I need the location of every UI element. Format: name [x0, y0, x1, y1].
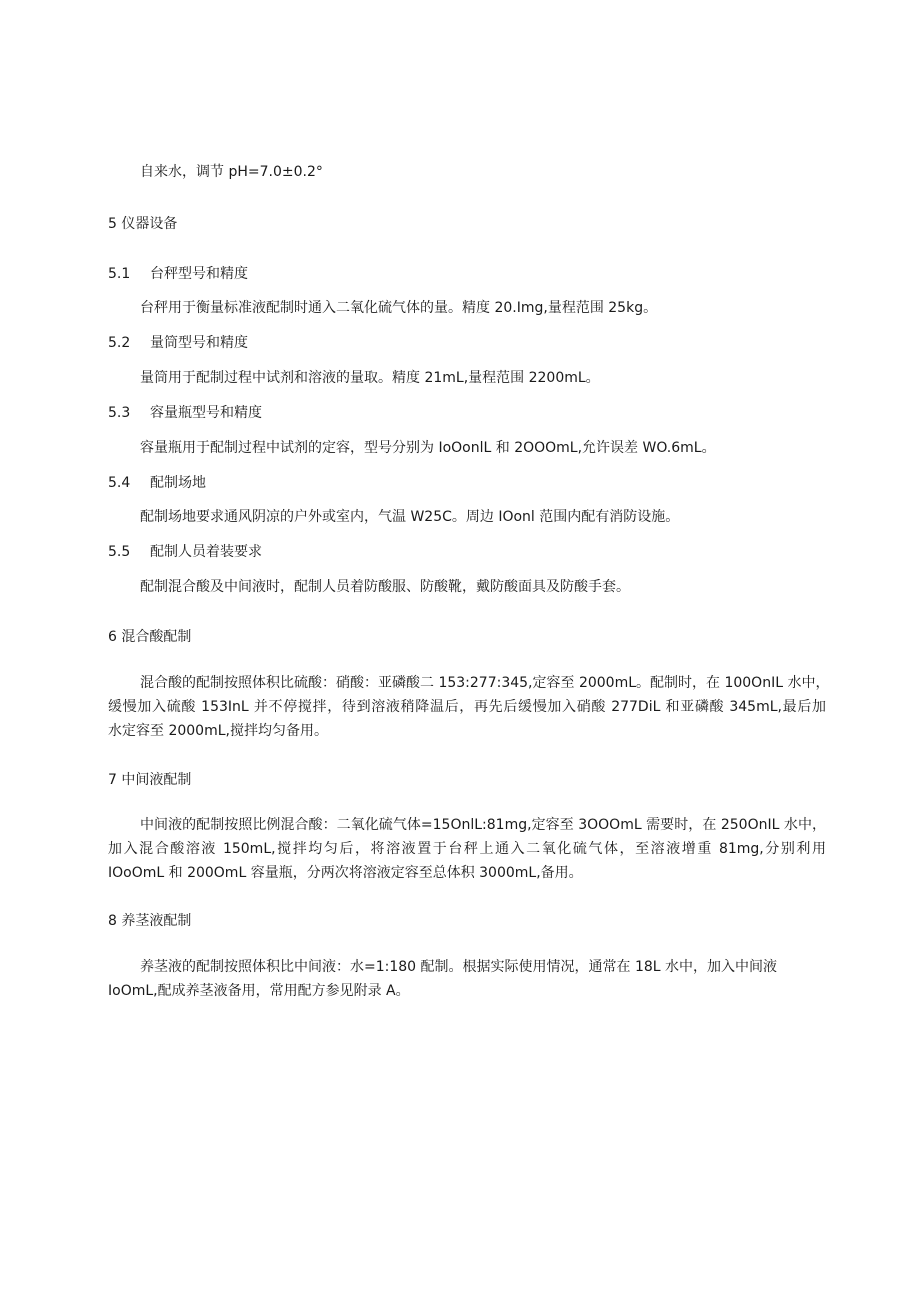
- section-5-heading: 5 仪器设备: [108, 216, 178, 232]
- subsection-title: 配制场地: [150, 475, 206, 491]
- section-8-heading: 8 养茎液配制: [108, 913, 192, 929]
- subsection-body: 配制场地要求通风阴凉的户外或室内，气温 W25C。周边 IOonl 范围内配有消防设施。: [140, 509, 680, 525]
- paragraph-line: 加入混合酸溶液 150mL,搅拌均匀后，将溶液置于台秤上通入二氧化硫气体，至溶液增重 81mg,分别利用: [108, 841, 826, 857]
- subsection-title: 台秤型号和精度: [150, 266, 248, 282]
- paragraph-line: IoOmL,配成养茎液备用，常用配方参见附录 A。: [108, 983, 410, 999]
- subsection-title: 容量瓶型号和精度: [150, 405, 262, 421]
- subsection-body: 容量瓶用于配制过程中试剂的定容，型号分别为 IoOonlL 和 2OOOmL,允许误差 WO.6mL。: [140, 440, 716, 456]
- section-6-heading: 6 混合酸配制: [108, 629, 192, 645]
- subsection-number: 5.1: [108, 266, 131, 282]
- section-7-heading: 7 中间液配制: [108, 772, 192, 788]
- subsection-title: 配制人员着装要求: [150, 544, 262, 560]
- subsection-number: 5.2: [108, 335, 131, 351]
- subsection-number: 5.3: [108, 405, 131, 421]
- subsection-title: 量筒型号和精度: [150, 335, 248, 351]
- water-note: 自来水，调节 pH=7.0±0.2°: [140, 164, 323, 180]
- subsection-body: 台秤用于衡量标准液配制时通入二氧化硫气体的量。精度 20.Img,量程范围 25kg。: [140, 300, 658, 316]
- paragraph-line: 混合酸的配制按照体积比硫酸：硝酸：亚磷酸二 153:277:345,定容至 2000mL。配制时，在 100OnIL 水中，: [140, 675, 830, 691]
- paragraph-line: IOoOmL 和 200OmL 容量瓶，分两次将溶液定容至总体积 3000mL,备用。: [108, 865, 583, 881]
- subsection-number: 5.5: [108, 544, 131, 560]
- subsection-number: 5.4: [108, 475, 131, 491]
- paragraph-line: 缓慢加入硫酸 153InL 并不停搅拌，待到溶液稍降温后，再先后缓慢加入硝酸 277DiL 和亚磷酸 345mL,最后加: [108, 699, 826, 715]
- paragraph-line: 养茎液的配制按照体积比中间液：水=1:180 配制。根据实际使用情况，通常在 18L 水中，加入中间液: [140, 959, 778, 975]
- paragraph-line: 水定容至 2000mL,搅拌均匀备用。: [108, 723, 328, 739]
- subsection-body: 量筒用于配制过程中试剂和溶液的量取。精度 21mL,量程范围 2200mL。: [140, 370, 600, 386]
- subsection-body: 配制混合酸及中间液时，配制人员着防酸服、防酸靴，戴防酸面具及防酸手套。: [140, 579, 630, 595]
- paragraph-line: 中间液的配制按照比例混合酸：二氧化硫气体=15OnlL:81mg,定容至 3OOOmL 需要时，在 250OnIL 水中，: [140, 817, 826, 833]
